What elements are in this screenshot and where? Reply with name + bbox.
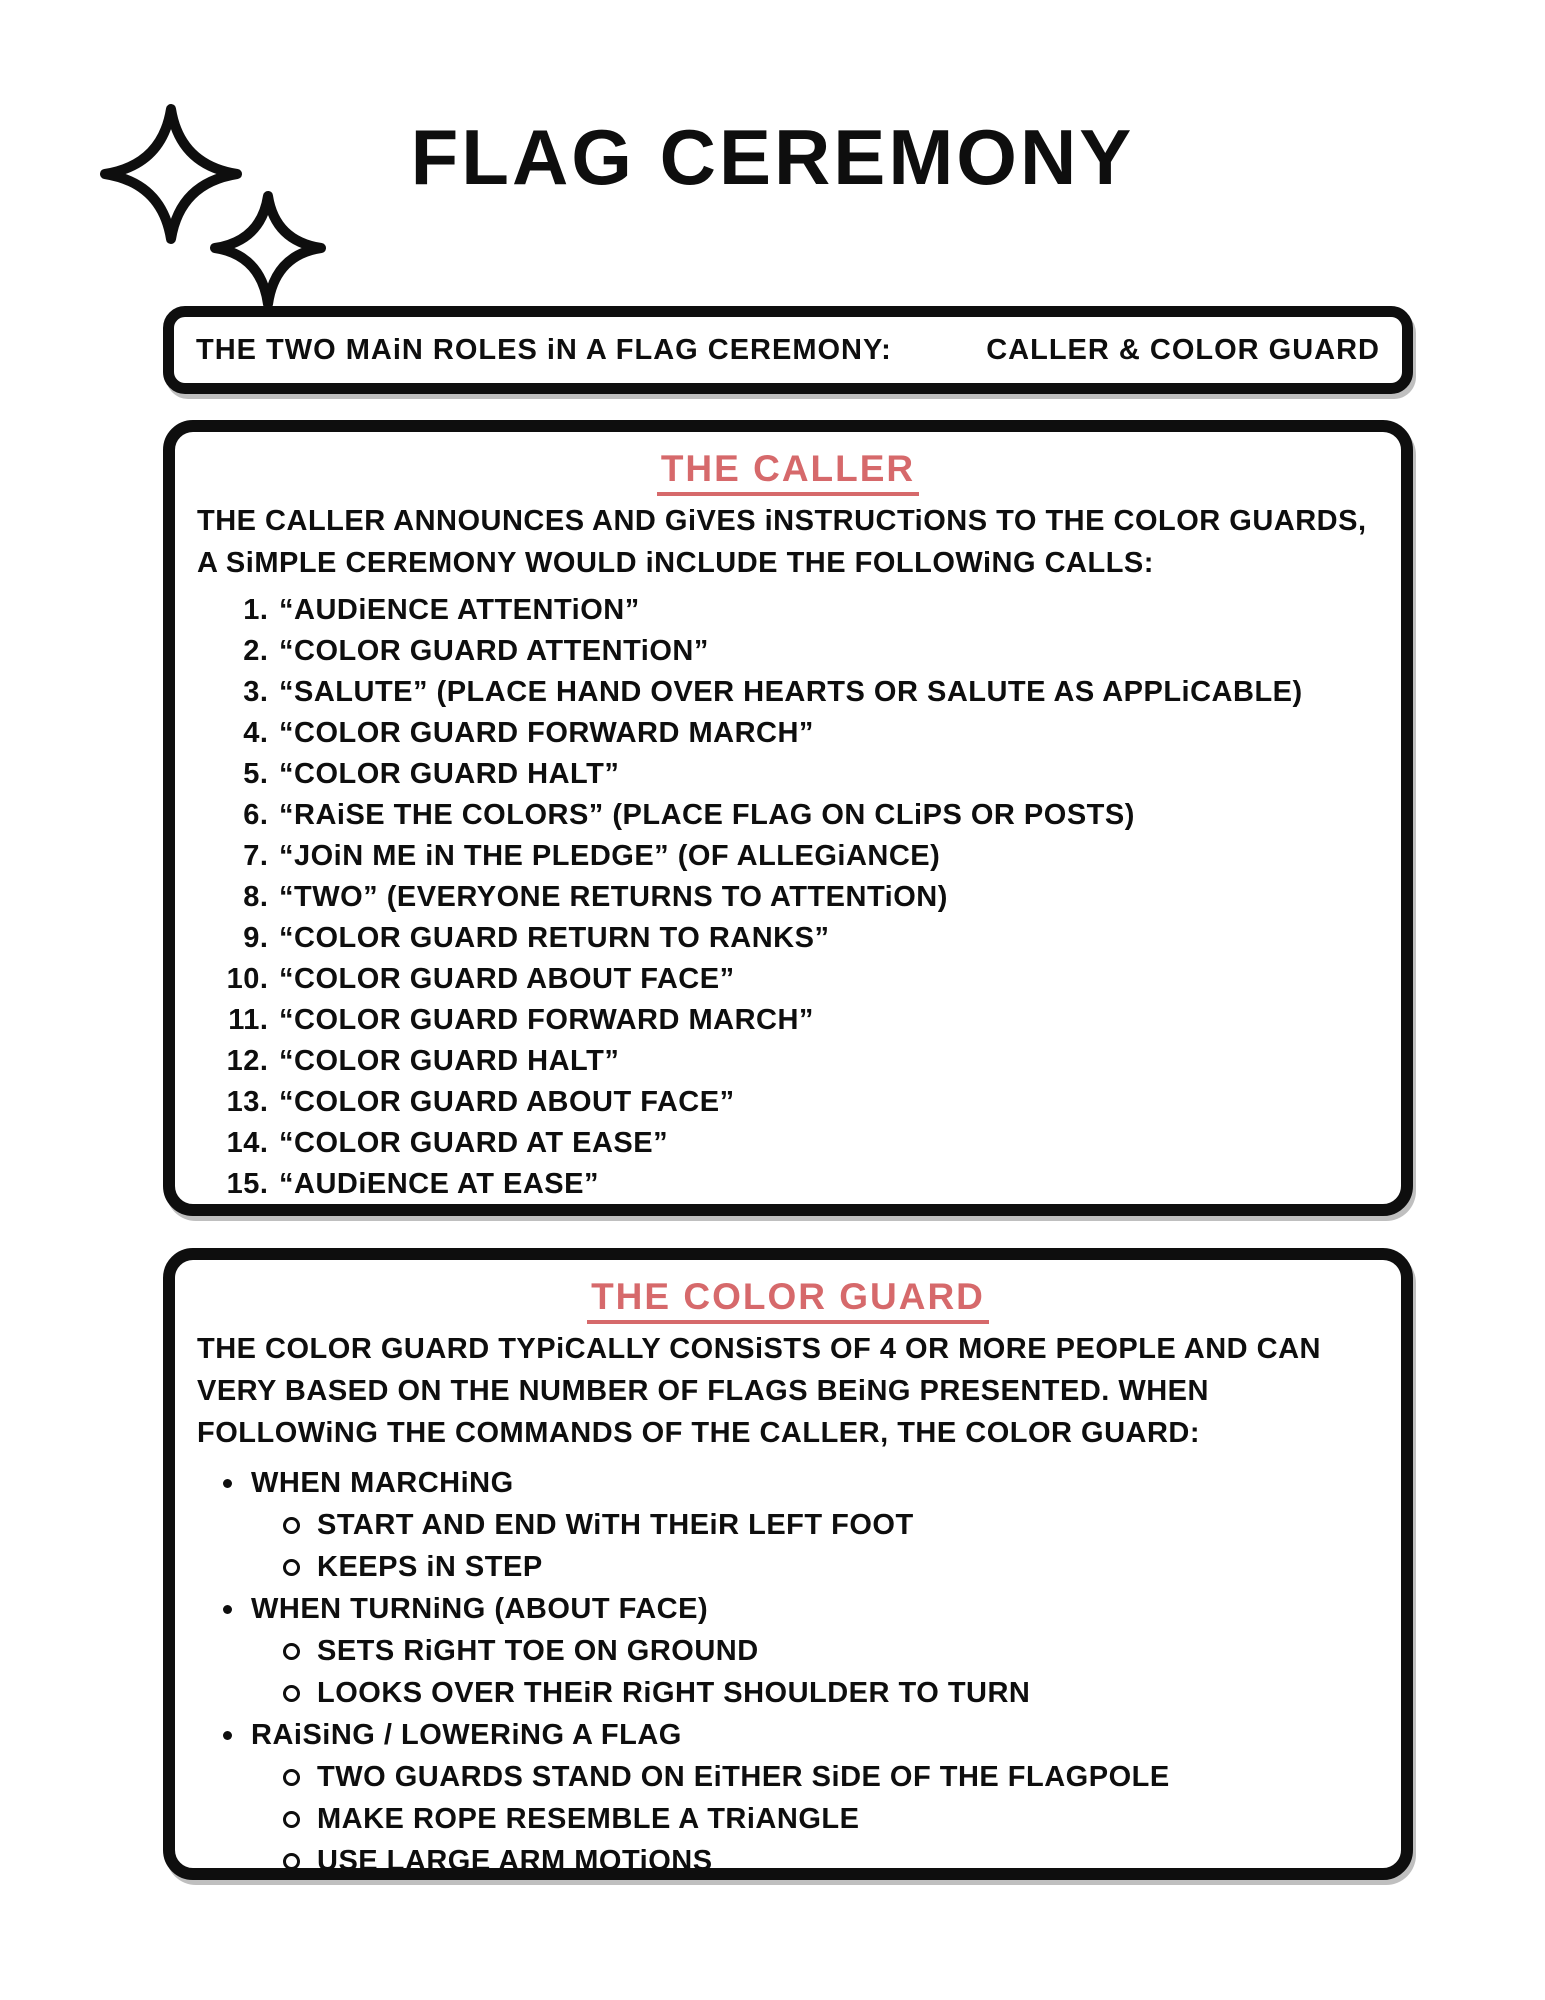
bullet-group [211, 1462, 1379, 1588]
bullet-group [211, 1588, 1379, 1714]
caller-call-item: 8. “TWO” (EVERYONE RETURNS TO ATTENTiON) [277, 877, 1379, 918]
caller-heading [197, 448, 1379, 490]
roles-banner [163, 306, 1413, 394]
sub-bullet-item: START AND END WiTH THEiR LEFT FOOT [273, 1504, 1379, 1546]
caller-calls-list [197, 590, 1379, 1205]
caller-call-item: 7. “JOiN ME iN THE PLEDGE” (OF ALLEGiANCE) [277, 836, 1379, 877]
sub-bullet-item: LOOKS OVER THEiR RiGHT SHOULDER TO TURN [273, 1672, 1379, 1714]
bullet-label: RAiSiNG / LOWERiNG A FLAG [211, 1714, 1379, 1756]
page-title: FLAG CEREMONY [410, 113, 1135, 201]
sub-bullet-list [211, 1756, 1379, 1882]
caller-call-item: 12. “COLOR GUARD HALT” [277, 1041, 1379, 1082]
color-guard-section-card [163, 1248, 1413, 1880]
caller-intro: THE CALLER ANNOUNCES AND GiVES iNSTRUCTiONS TO THE COLOR GUARDS, A SiMPLE CEREMONY WOULD iNCLUDE THE FOLLOWiNG CALLS: [197, 505, 1367, 579]
color-guard-bullet-list [197, 1462, 1379, 1882]
caller-call-item: 15. “AUDiENCE AT EASE” [277, 1164, 1379, 1205]
color-guard-heading-text: THE COLOR GUARD [587, 1276, 989, 1324]
caller-call-item: 6. “RAiSE THE COLORS” (PLACE FLAG ON CLiPS OR POSTS) [277, 795, 1379, 836]
caller-call-item: 11. “COLOR GUARD FORWARD MARCH” [277, 1000, 1379, 1041]
caller-call-item: 3. “SALUTE” (PLACE HAND OVER HEARTS OR SALUTE AS APPLiCABLE) [277, 672, 1379, 713]
caller-call-item: 14. “COLOR GUARD AT EASE” [277, 1123, 1379, 1164]
caller-call-item: 10. “COLOR GUARD ABOUT FACE” [277, 959, 1379, 1000]
caller-call-item: 2. “COLOR GUARD ATTENTiON” [277, 631, 1379, 672]
banner-text-left: THE TWO MAiN ROLES iN A FLAG CEREMONY: [196, 333, 892, 366]
bullet-label: WHEN MARCHiNG [211, 1462, 1379, 1504]
caller-call-item: 9. “COLOR GUARD RETURN TO RANKS” [277, 918, 1379, 959]
caller-call-item: 1. “AUDiENCE ATTENTiON” [277, 590, 1379, 631]
bullet-label: WHEN TURNiNG (ABOUT FACE) [211, 1588, 1379, 1630]
sub-bullet-list [211, 1630, 1379, 1714]
color-guard-intro: THE COLOR GUARD TYPiCALLY CONSiSTS OF 4 OR MORE PEOPLE AND CAN VERY BASED ON THE NUMBER OF FLAGS BEiNG PRESENTED. WHEN FOLLOWiNG THE COMMANDS OF THE CALLER, THE COLOR GUARD: [197, 1333, 1321, 1449]
sub-bullet-list [211, 1504, 1379, 1588]
sub-bullet-item: TWO GUARDS STAND ON EiTHER SiDE OF THE FLAGPOLE [273, 1756, 1379, 1798]
sub-bullet-item: USE LARGE ARM MOTiONS [273, 1840, 1379, 1882]
caller-call-item: 13. “COLOR GUARD ABOUT FACE” [277, 1082, 1379, 1123]
sub-bullet-item: MAKE ROPE RESEMBLE A TRiANGLE [273, 1798, 1379, 1840]
color-guard-heading [197, 1276, 1379, 1318]
banner-text-right: CALLER & COLOR GUARD [986, 333, 1380, 366]
caller-section-card [163, 420, 1413, 1216]
sub-bullet-item: SETS RiGHT TOE ON GROUND [273, 1630, 1379, 1672]
sub-bullet-item: KEEPS iN STEP [273, 1546, 1379, 1588]
caller-call-item: 4. “COLOR GUARD FORWARD MARCH” [277, 713, 1379, 754]
bullet-group [211, 1714, 1379, 1882]
caller-call-item: 5. “COLOR GUARD HALT” [277, 754, 1379, 795]
caller-heading-text: THE CALLER [657, 448, 919, 496]
